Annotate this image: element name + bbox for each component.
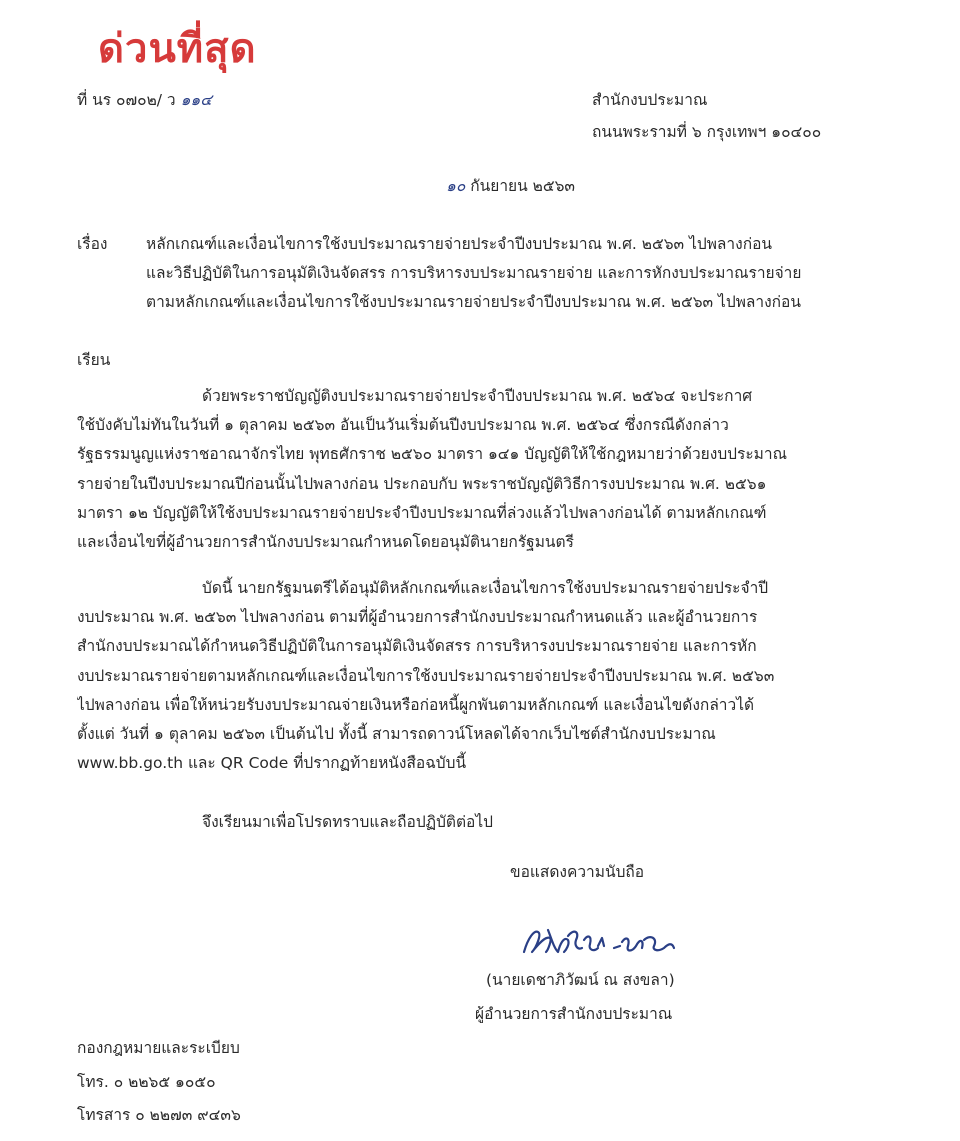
urgent-stamp: ด่วนที่สุด — [98, 25, 257, 72]
paragraph-line: ตั้งแต่ วันที่ ๑ ตุลาคม ๒๕๖๓ เป็นต้นไป ทั้งนี้ สามารถดาวน์โหลดได้จากเว็บไซต์สำนักงบประมาณ — [77, 725, 716, 744]
body-paragraph-1 — [77, 382, 877, 557]
paragraph-line: ใช้บังคับไม่ทันในวันที่ ๑ ตุลาคม ๒๕๖๓ อันเป็นวันเริ่มต้นปีงบประมาณ พ.ศ. ๒๕๖๔ ซึ่งกรณีดังกล่าว — [77, 416, 729, 435]
office-address: ถนนพระรามที่ ๖ กรุงเทพฯ ๑๐๔๐๐ — [592, 123, 822, 141]
subject-line: และวิธีปฏิบัติในการอนุมัติเงินจัดสรร การบริหารงบประมาณรายจ่าย และการหักงบประมาณรายจ่าย — [146, 264, 802, 282]
reference-handwritten-number: ๑๑๔ — [180, 91, 212, 109]
subject-label: เรื่อง — [77, 235, 108, 253]
date-month-year: กันยายน ๒๕๖๓ — [470, 177, 576, 195]
body-paragraph-2 — [77, 574, 877, 778]
subject-line: หลักเกณฑ์และเงื่อนไขการใช้งบประมาณรายจ่ายประจำปีงบประมาณ พ.ศ. ๒๕๖๓ ไปพลางก่อน — [146, 235, 772, 253]
footer-division: กองกฎหมายและระเบียบ — [77, 1039, 240, 1057]
paragraph-line: รัฐธรรมนูญแห่งราชอาณาจักรไทย พุทธศักราช ๒๕๖๐ มาตรา ๑๔๑ บัญญัติให้ใช้กฎหมายว่าด้วยงบประมาณ — [77, 445, 787, 464]
paragraph-line: งบประมาณรายจ่ายตามหลักเกณฑ์และเงื่อนไขการใช้งบประมาณรายจ่ายประจำปีงบประมาณ พ.ศ. ๒๕๖๓ — [77, 666, 775, 685]
signatory-name: (นายเดชาภิวัฒน์ ณ สงขลา) — [486, 971, 675, 989]
salutation: เรียน — [77, 351, 111, 369]
reference-number — [77, 86, 212, 115]
footer-phone: โทร. ๐ ๒๒๖๕ ๑๐๕๐ — [77, 1073, 216, 1091]
paragraph-line: มาตรา ๑๒ บัญญัติให้ใช้งบประมาณรายจ่ายประจำปีงบประมาณที่ล่วงแล้วไปพลางก่อนได้ ตามหลักเกณฑ์ — [77, 503, 767, 522]
paragraph-line: ไปพลางก่อน เพื่อให้หน่วยรับงบประมาณจ่ายเงินหรือก่อหนี้ผูกพันตามหลักเกณฑ์ และเงื่อนไขดังกล่าวได้ — [77, 695, 755, 714]
signature-scribble — [518, 918, 690, 966]
reference-prefix: ที่ นร ๐๗๐๒/ ว — [77, 91, 176, 109]
office-name: สำนักงบประมาณ — [592, 91, 708, 109]
paragraph-line: ด้วยพระราชบัญญัติงบประมาณรายจ่ายประจำปีงบประมาณ พ.ศ. ๒๕๖๔ จะประกาศ — [202, 387, 753, 405]
paragraph-line: และเงื่อนไขที่ผู้อำนวยการสำนักงบประมาณกำหนดโดยอนุมัตินายกรัฐมนตรี — [77, 533, 574, 552]
subject-text — [146, 230, 866, 317]
signatory-position: ผู้อำนวยการสำนักงบประมาณ — [475, 1005, 673, 1023]
paragraph-line: บัดนี้ นายกรัฐมนตรีได้อนุมัติหลักเกณฑ์และเงื่อนไขการใช้งบประมาณรายจ่ายประจำปี — [202, 579, 769, 597]
paragraph-line: รายจ่ายในปีงบประมาณปีก่อนนั้นไปพลางก่อน ประกอบกับ พระราชบัญญัติวิธีการงบประมาณ พ.ศ. ๒๕๖๑ — [77, 474, 767, 493]
letter-date — [446, 172, 575, 201]
paragraph-line: งบประมาณ พ.ศ. ๒๕๖๓ ไปพลางก่อน ตามที่ผู้อำนวยการสำนักงบประมาณกำหนดแล้ว และผู้อำนวยการ — [77, 608, 758, 627]
date-day-handwritten: ๑๐ — [446, 177, 466, 195]
paragraph-line: www.bb.go.th และ QR Code ที่ปรากฏท้ายหนังสือฉบับนี้ — [77, 754, 467, 773]
footer-fax: โทรสาร ๐ ๒๒๗๓ ๙๔๓๖ — [77, 1106, 241, 1124]
subject-line: ตามหลักเกณฑ์และเงื่อนไขการใช้งบประมาณรายจ่ายประจำปีงบประมาณ พ.ศ. ๒๕๖๓ ไปพลางก่อน — [146, 293, 801, 311]
paragraph-line: สำนักงบประมาณได้กำหนดวิธีปฏิบัติในการอนุมัติเงินจัดสรร การบริหารงบประมาณรายจ่าย และการหัก — [77, 637, 757, 656]
signature-image — [518, 918, 690, 966]
courtesy-closing: ขอแสดงความนับถือ — [510, 863, 645, 881]
closing-sentence: จึงเรียนมาเพื่อโปรดทราบและถือปฏิบัติต่อไป — [202, 813, 494, 831]
